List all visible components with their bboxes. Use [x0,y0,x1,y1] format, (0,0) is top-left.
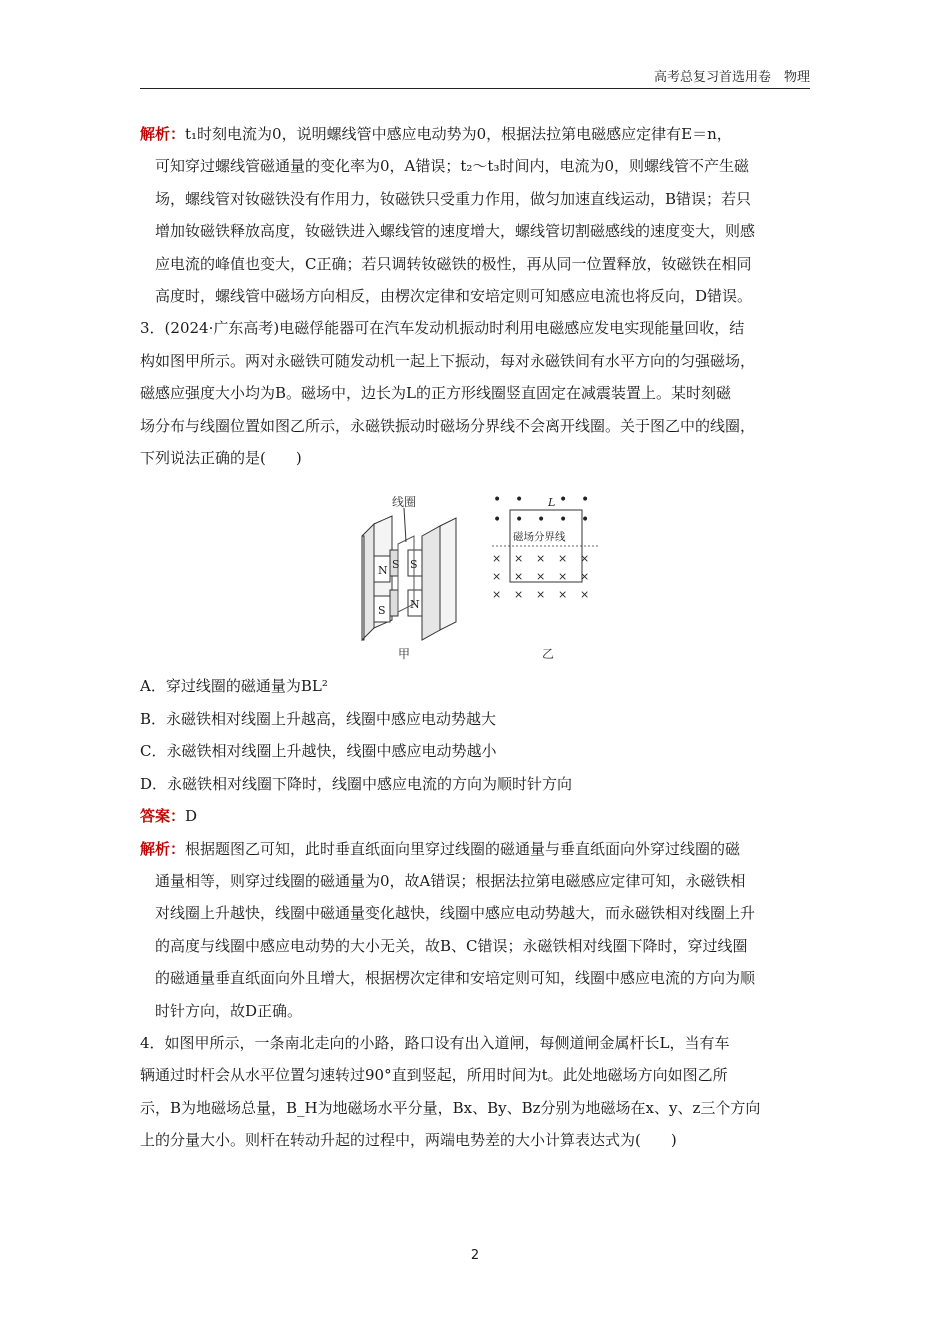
pole-s-3: S [410,558,418,572]
q3-stem-line-3: 场分布与线圈位置如图乙所示，永磁铁振动时磁场分界线不会离开线圈。关于图乙中的线圈， [140,416,756,435]
field-cross: × [580,570,590,584]
q2-analysis-line-2: 场，螺线管对钕磁铁没有作用力，钕磁铁只受重力作用，做匀加速直线运动，B错误；若只 [155,189,752,208]
q3-analysis-line-3: 的高度与线圈中感应电动势的大小无关，故B、C错误；永磁铁相对线圈下降时，穿过线圈 [155,936,748,955]
q3-option-c: C．永磁铁相对线圈上升越快，线圈中感应电动势越小 [140,742,497,761]
page-header [140,70,810,89]
answer-label: 答案： [140,807,186,826]
q3-analysis-line-0: 解析：根据题图乙可知，此时垂直纸面向里穿过线圈的磁通量与垂直纸面向外穿过线圈的磁 [140,839,741,858]
field-cross: × [558,552,568,566]
field-dot: • [581,492,590,509]
field-cross: × [492,570,502,584]
figure-jia-label: 甲 [398,647,411,662]
field-dot: • [493,512,502,529]
q3-stem-line-1: 构如图甲所示。两对永磁铁可随发动机一起上下振动，每对永磁铁间有水平方向的匀强磁场， [140,351,756,370]
q4-stem-line-1: 辆通过时杆会从水平位置匀速转过90°直到竖起，所用时间为t。此处地磁场方向如图乙所 [140,1066,728,1085]
q3-analysis-line-4: 的磁通量垂直纸面向外且增大，根据楞次定律和安培定则可知，线圈中感应电流的方向为顺 [155,969,756,988]
page-number: 2 [470,1248,480,1263]
field-dot: • [559,512,568,529]
field-cross: × [536,588,546,602]
field-cross: × [514,570,524,584]
q3-figure [140,478,812,668]
field-dot: • [537,512,546,529]
field-cross: × [536,570,546,584]
field-dot: • [559,492,568,509]
q2-analysis-line-4: 应电流的峰值也变大，C正确；若只调转钕磁铁的极性，再从同一位置释放，钕磁铁在相同 [155,254,752,273]
field-cross: × [558,588,568,602]
pole-n-1: N [378,564,388,578]
q3-stem-line-0: 3．(2024·广东高考)电磁俘能器可在汽车发动机振动时利用电磁感应发电实现能量回收，结 [140,319,745,338]
q4-stem-line-2: 示，B为地磁场总量，B_H为地磁场水平分量，Bx、By、Bz分别为地磁场在x、y、z三个方向 [140,1098,761,1117]
figure-jia [362,508,456,640]
q2-analysis-line-3: 增加钕磁铁释放高度，钕磁铁进入螺线管的速度增大，螺线管切割磁感线的速度变大，则感 [155,222,756,241]
q3-figure-svg [352,486,612,666]
figure-yi [492,492,600,601]
q3-analysis-label: 解析： [140,839,186,858]
field-cross: × [558,570,568,584]
q3-stem-line-2: 磁感应强度大小均为B。磁场中，边长为L的正方形线圈竖直固定在减震装置上。某时刻磁 [140,384,731,403]
right-plate-side [422,526,440,640]
field-cross: × [514,588,524,602]
pole-s-1: S [392,558,400,572]
answer-value: D [185,807,198,826]
boundary-label: 磁场分界线 [513,531,566,544]
field-cross: × [514,552,524,566]
q3-option-b: B．永磁铁相对线圈上升越高，线圈中感应电动势越大 [140,709,497,728]
q4-stem-line-3: 上的分量大小。则杆在转动升起的过程中，两端电势差的大小计算表达式为( ) [140,1131,677,1150]
q3-stem-line-4: 下列说法正确的是( ) [140,449,302,468]
field-cross: × [492,552,502,566]
field-cross: × [492,588,502,602]
field-dot: • [515,492,524,509]
field-dot: • [515,512,524,529]
q3-analysis-line-2: 对线圈上升越快，线圈中磁通量变化越快，线圈中感应电动势越大，而永磁铁相对线圈上升 [155,904,756,923]
q2-analysis-label: 解析： [140,125,186,143]
q4-stem-line-0: 4．如图甲所示，一条南北走向的小路，路口设有出入道闸，每侧道闸金属杆长L，当有车 [140,1033,730,1052]
right-plate-face [440,518,456,630]
q2-analysis-line-0: 解析：t₁时刻电流为0，说明螺线管中感应电动势为0，根据法拉第电磁感应定律有E＝n， [140,125,732,143]
magnet-n-left-lower [390,590,398,616]
header-title: 高考总复习首选用卷 物理 [653,70,810,85]
coil-pointer [404,508,406,542]
field-cross: × [536,552,546,566]
figure-yi-label: 乙 [542,647,555,662]
q2-analysis-line-5: 高度时，螺线管中磁场方向相反，由楞次定律和安培定则可知感应电流也将反向，D错误。 [155,287,753,306]
q3-option-d: D．永磁铁相对线圈下降时，线圈中感应电流的方向为顺时针方向 [140,774,573,793]
cross-field-marks [492,552,589,601]
side-length-label: L [548,496,556,510]
q2-analysis-line-1: 可知穿过螺线管磁通量的变化率为0，A错误；t₂～t₃时间内，电流为0，则螺线管不产生磁 [155,157,750,176]
field-dot: • [581,512,590,529]
pole-s-2: S [378,604,386,618]
q3-analysis-line-1: 通量相等，则穿过线圈的磁通量为0，故A错误；根据法拉第电磁感应定律可知，永磁铁相 [155,871,746,890]
field-cross: × [580,552,590,566]
coil-label: 线圈 [392,495,417,510]
page-content [140,118,812,1157]
q3-analysis-line-5: 时针方向，故D正确。 [155,1001,303,1020]
field-cross: × [580,588,590,602]
field-dot: • [493,492,502,509]
q3-answer [140,800,812,832]
q3-option-a: A．穿过线圈的磁通量为BL² [140,677,328,696]
pole-n-2: N [410,598,420,612]
